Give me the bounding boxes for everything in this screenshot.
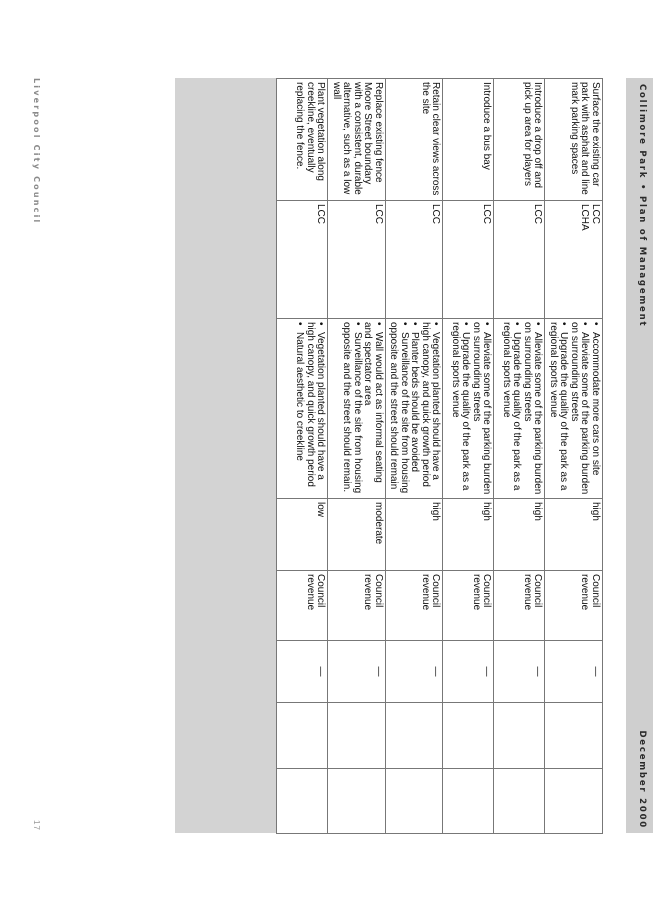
outcome-text: Natural aesthetic to creekline (294, 332, 306, 461)
outcome-text: Upgrade the quality of the park as a regional sports venue (450, 322, 472, 491)
bullet-icon: • (590, 322, 601, 326)
management-table (277, 78, 604, 834)
outcome-item (388, 322, 409, 495)
outcome-text: Vegetation planted should have a high canopy, and quick growth period (420, 322, 442, 487)
priority-cell: high (386, 499, 444, 571)
empty-cell (443, 769, 494, 834)
cost-cell: — (328, 641, 386, 703)
action-cell: Introduce a bus bay (443, 79, 494, 201)
outcome-text: Surveillance of the site from housing opposite and the street should remain. (341, 322, 363, 494)
outcome-item (294, 322, 305, 495)
outcome-item (471, 322, 492, 495)
empty-cell (494, 703, 545, 769)
bullet-icon: • (558, 322, 570, 326)
table-row (277, 79, 328, 834)
funding-cell: Council revenue (443, 571, 494, 641)
cost-cell: — (277, 641, 328, 703)
outcome-cell (494, 319, 545, 499)
empty-cell (545, 703, 603, 769)
empty-cell (328, 769, 386, 834)
outcome-item (501, 322, 522, 495)
bullet-icon: • (579, 322, 591, 326)
cost-cell: — (443, 641, 494, 703)
priority-cell: high (545, 499, 603, 571)
priority-cell: low (277, 499, 328, 571)
outcome-text: Upgrade the quality of the park as a regional sports venue (501, 322, 523, 491)
empty-cell (277, 769, 328, 834)
bullet-icon: • (511, 322, 523, 326)
table-row (494, 79, 545, 834)
outcome-item (305, 322, 326, 495)
responsibility-cell: LCC (443, 201, 494, 319)
bullet-icon: • (399, 322, 410, 326)
bullet-icon: • (430, 322, 442, 326)
outcome-item (409, 322, 420, 495)
funding-cell: Council revenue (545, 571, 603, 641)
outcome-cell (277, 319, 328, 499)
outcome-cell (328, 319, 386, 499)
table-body (277, 79, 603, 834)
cost-cell: — (386, 641, 444, 703)
bullet-icon: • (352, 322, 363, 326)
outcome-text: Planter beds should be avoided (409, 332, 421, 473)
bullet-icon: • (294, 322, 306, 326)
empty-cell (386, 703, 444, 769)
priority-cell: moderate (328, 499, 386, 571)
outcome-text: Alleviate some of the parking burden on surrounding streets (569, 322, 591, 495)
outcome-item (590, 322, 601, 495)
empty-cell (386, 769, 444, 834)
bullet-icon: • (532, 322, 544, 326)
outcome-item (362, 322, 383, 495)
action-cell: Introduce a drop off and pick up area for players (494, 79, 545, 201)
funding-cell: Council revenue (328, 571, 386, 641)
bullet-icon: • (315, 322, 327, 326)
outcome-text: Vegetation planted should have a high canopy, and quick growth period (305, 322, 327, 487)
priority-cell: high (443, 499, 494, 571)
outcome-item (569, 322, 590, 495)
document-title: Collimore Park • Plan of Management (637, 84, 647, 328)
priority-cell: high (494, 499, 545, 571)
outcome-item (548, 322, 569, 495)
funding-cell: Council revenue (494, 571, 545, 641)
outcome-text: Accommodate more cars on site (590, 332, 601, 476)
document-date: December 2000 (637, 730, 647, 829)
outcome-cell (545, 319, 603, 499)
responsibility-cell: LCC (328, 201, 386, 319)
bullet-icon: • (460, 322, 472, 326)
responsibility-cell: LCC (494, 201, 545, 319)
bullet-icon: • (481, 322, 493, 326)
page-number: 17 (32, 820, 41, 831)
bullet-icon: • (373, 322, 384, 326)
empty-cell (494, 769, 545, 834)
table-row (386, 79, 444, 834)
action-cell: Replace existing fence Moore Street boundary with a consistent, durable alternative, such as a low wall (328, 79, 386, 201)
outcome-item (522, 322, 543, 495)
cost-cell: — (494, 641, 545, 703)
outcome-text: Alleviate some of the parking burden on surrounding streets (471, 322, 493, 495)
outcome-text: Wall would act as informal seating and spectator area (362, 322, 384, 483)
funding-cell: Council revenue (386, 571, 444, 641)
empty-cell (545, 769, 603, 834)
outcome-cell (443, 319, 494, 499)
outcome-text: Surveillance of the site from housing opposite and the street should remain (388, 322, 410, 494)
table-row (328, 79, 386, 834)
organisation-footer: Liverpool City Council (32, 78, 41, 225)
outcome-item (341, 322, 362, 495)
empty-cell (443, 703, 494, 769)
outcome-text: Alleviate some of the parking burden on surrounding streets (522, 322, 544, 495)
action-cell: Plant vegetation along creekline, eventually replacing the fence. (277, 79, 328, 201)
header-band (626, 78, 653, 833)
action-cell: Surface the existing car park with asphalt and line mark parking spaces (545, 79, 603, 201)
table-row (545, 79, 603, 834)
outcome-text: Upgrade the quality of the park as a regional sports venue (548, 322, 570, 491)
responsibility-cell: LCC LCHA (545, 201, 603, 319)
outcome-item (450, 322, 471, 495)
action-cell: Retain clear views across the site (386, 79, 444, 201)
cost-cell: — (545, 641, 603, 703)
outcome-cell (386, 319, 444, 499)
bullet-icon: • (409, 322, 421, 326)
table-row (443, 79, 494, 834)
table-container (175, 78, 603, 833)
funding-cell: Council revenue (277, 571, 328, 641)
responsibility-cell: LCC (277, 201, 328, 319)
empty-cell (328, 703, 386, 769)
empty-cell (277, 703, 328, 769)
outcome-item (420, 322, 441, 495)
responsibility-cell: LCC (386, 201, 444, 319)
